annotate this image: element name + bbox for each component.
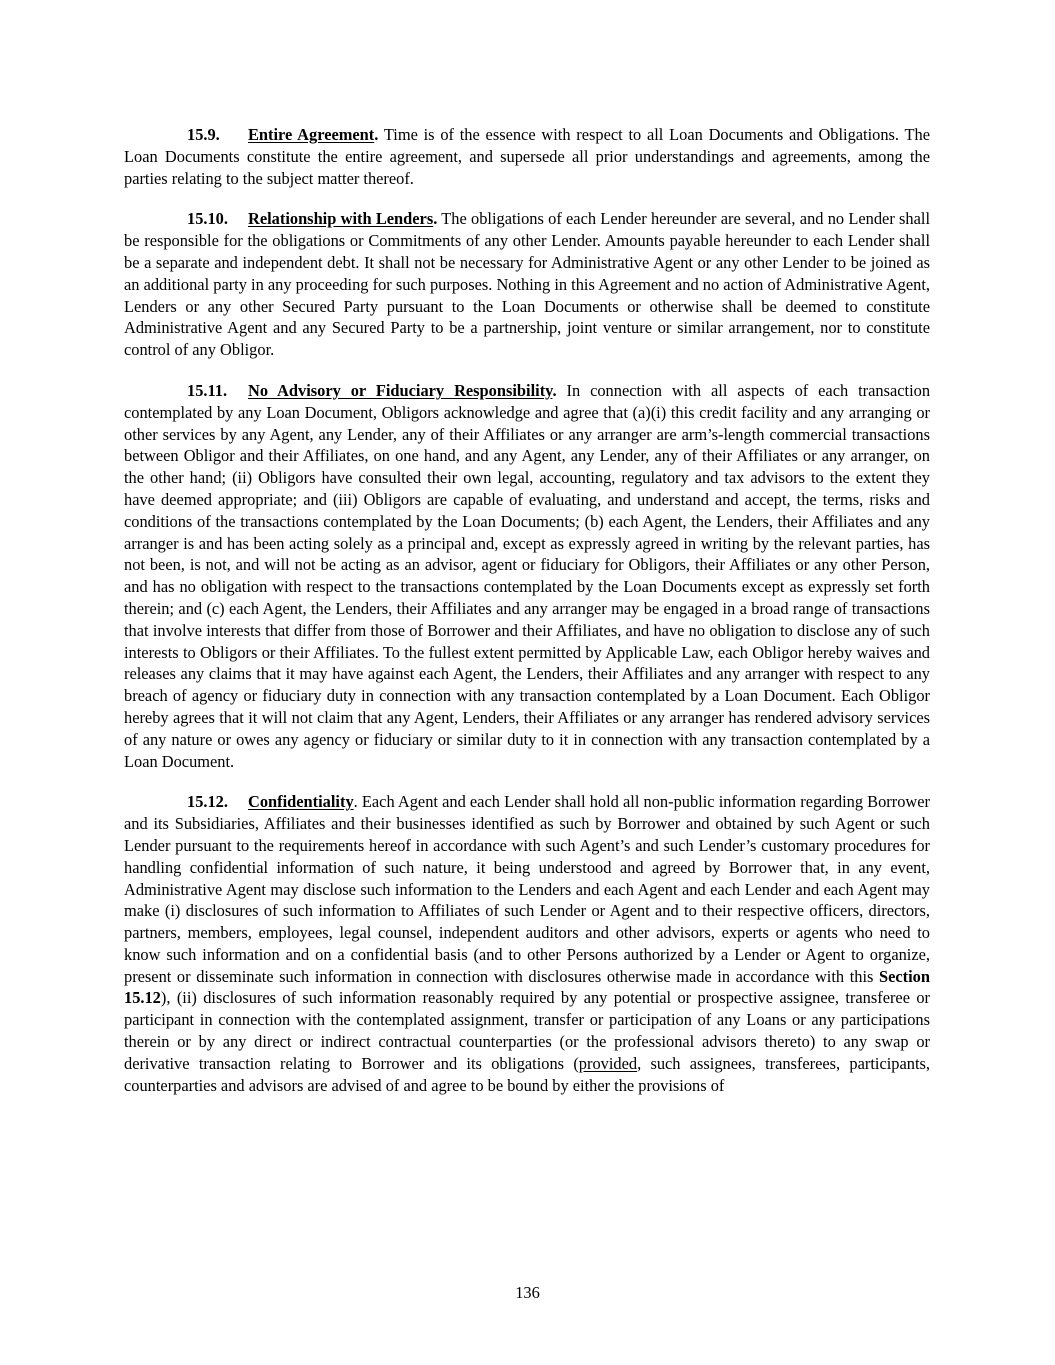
section-title: No Advisory or Fiduciary Responsibility bbox=[248, 380, 553, 400]
section-body-part-2: ), (ii) disclosures of such information reasonably required by any potential or prospective assignee, transferee or participant in connection with the contemplated assignment, transfer or participation of any Loans or any participations therein or by any direct or indirect contractual counterparties (or the professional advisors thereto) to any swap or derivative transaction relating to Borrower and its obligations ( bbox=[124, 988, 930, 1073]
section-title: Entire Agreement bbox=[248, 125, 375, 144]
section-15-11 bbox=[124, 380, 930, 772]
provided-term: provided bbox=[578, 1053, 638, 1073]
section-number: 15.11. bbox=[187, 380, 228, 400]
document-page bbox=[124, 124, 930, 1115]
section-15-10 bbox=[124, 208, 930, 361]
section-body: Time is of the essence with respect to all Loan Documents and Obligations. The Loan Documents constitute the entire agreement, and supersede all prior understandings and agreements, among the parties relating to the subject matter thereof. bbox=[124, 125, 930, 188]
section-body: In connection with all aspects of each transaction contemplated by any Loan Document, Obligors acknowledge and agree that (a)(i) this credit facility and any arranging or other services by any Agent, any Lender, any of their Affiliates or any arranger are arm’s-length commercial transactions between Obligor and their Affiliates, on one hand, and any Agent, any Lender, any of their Affiliates or any arranger, on the other hand; (ii) Obligors have consulted their own legal, accounting, regulatory and tax advisors to the extent they have deemed appropriate; and (iii) Obligors are capable of evaluating, and understand and accept, the terms, risks and conditions of the transactions contemplated by the Loan Documents; (b) each Agent, the Lenders, their Affiliates and any arranger is and has been acting solely as a principal and, except as expressly agreed in writing by the relevant parties, has not been, is not, and will not be acting as an advisor, agent or fiduciary for Obligors, their Affiliates or any other Person, and has no obligation with respect to the transactions contemplated by the Loan Documents except as expressly set forth therein; and (c) each Agent, the Lenders, their Affiliates and any arranger may be engaged in a broad range of transactions that involve interests that differ from those of Borrower and their Affiliates, and have no obligation to disclose any of such interests to Obligors or their Affiliates. To the fullest extent permitted by Applicable Law, each Obligor hereby waives and releases any claims that it may have against each Agent, the Lenders, their Affiliates and any arranger with respect to any breach of agency or fiduciary duty in connection with any transaction contemplated by a Loan Document. Each Obligor hereby agrees that it will not claim that any Agent, Lenders, their Affiliates or any arranger has rendered advisory services of any nature or owes any agency or fiduciary or similar duty to it in connection with any transaction contemplated by a Loan Document. bbox=[124, 380, 931, 771]
section-title: Confidentiality bbox=[248, 792, 354, 812]
section-cross-reference: Section 15.12 bbox=[124, 966, 930, 1008]
section-number: 15.12. bbox=[187, 792, 228, 812]
page-number: 136 bbox=[515, 1283, 540, 1302]
section-number: 15.9. bbox=[187, 125, 220, 144]
section-body: The obligations of each Lender hereunder are several, and no Lender shall be responsible for the obligations or Commitments of any other Lender. Amounts payable hereunder to each Lender shall be a separate and independent debt. It shall not be necessary for Administrative Agent or any other Lender to be joined as an additional party in any proceeding for such purposes. Nothing in this Agreement and no action of Administrative Agent, Lenders or any other Secured Party pursuant to the Loan Documents or otherwise shall be deemed to constitute Administrative Agent and any Secured Party to be a partnership, joint venture or similar arrangement, nor to constitute control of any Obligor. bbox=[124, 209, 930, 360]
section-15-12 bbox=[124, 791, 930, 1096]
section-number: 15.10. bbox=[187, 209, 228, 229]
section-title-punct: . bbox=[374, 125, 379, 144]
section-title-punct: . bbox=[552, 380, 557, 400]
section-title-punct: . bbox=[433, 209, 438, 229]
section-15-9 bbox=[124, 124, 930, 189]
section-body-part-1: Each Agent and each Lender shall hold all non-public information regarding Borrower and its Subsidiaries, Affiliates and their businesses identified as such by Borrower and obtained by such Agent or such Lender pursuant to the requirements hereof in accordance with such Agent’s and such Lender’s customary procedures for handling confidential information of such nature, it being understood and agreed by Borrower that, in any event, Administrative Agent may disclose such information to the Lenders and each Agent and each Lender and each Agent may make (i) disclosures of such information to Affiliates of such Lender or Agent and to their respective officers, directors, partners, members, employees, legal counsel, independent auditors and other advisors, experts or agents who need to know such information and on a confidential basis (and to other Persons authorized by a Lender or Agent to organize, present or disseminate such information in connection with disclosures otherwise made in accordance with this bbox=[124, 792, 930, 986]
section-title: Relationship with Lenders bbox=[248, 209, 434, 229]
section-body-part-3: , such assignees, transferees, participants, counterparties and advisors are advised of and agree to be bound by either the provisions of bbox=[124, 1053, 930, 1095]
section-title-punct: . bbox=[353, 792, 358, 812]
